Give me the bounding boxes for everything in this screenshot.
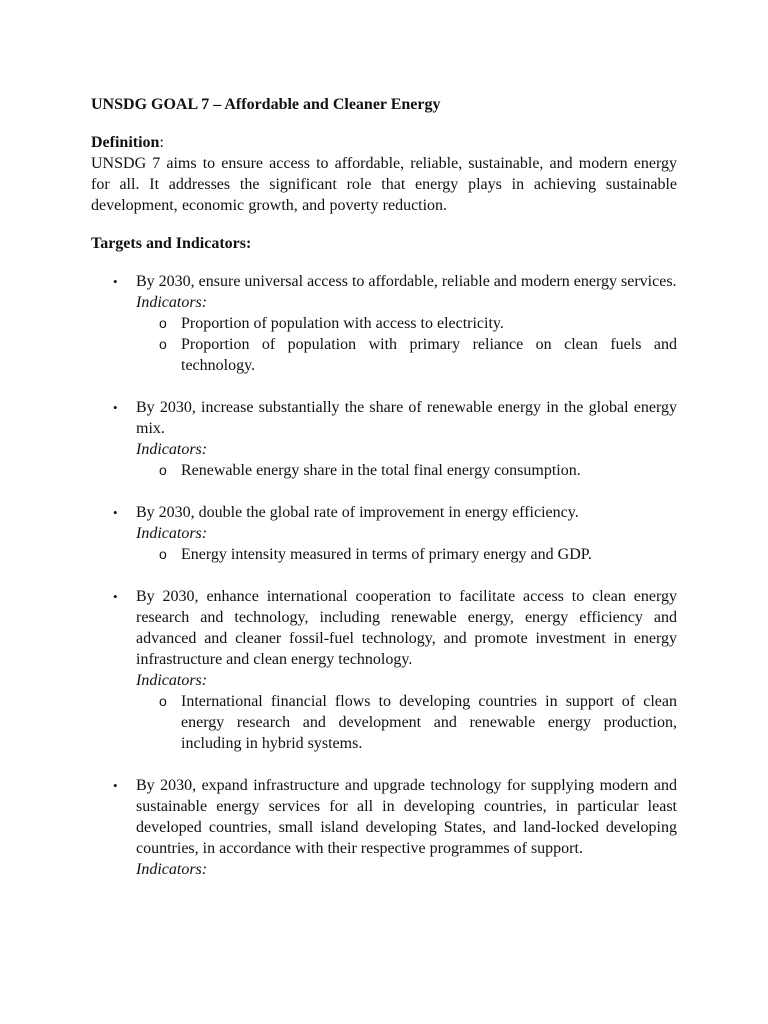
definition-heading-line: [91, 132, 677, 153]
targets-heading: Targets and Indicators:: [91, 235, 252, 252]
indicator-item: [136, 460, 677, 481]
bullet-icon: •: [113, 505, 118, 520]
indicators-label: Indicators:: [136, 294, 208, 311]
indicator-item: [136, 313, 677, 334]
definition-colon: :: [159, 134, 164, 151]
target-text: By 2030, enhance international cooperation to facilitate access to clean energy research and technology, including renewable energy, energy efficiency and advanced and cleaner fossil-fuel technology, and promote investment in energy infrastructure and clean energy technology.: [136, 588, 677, 668]
bullet-icon: •: [113, 400, 118, 415]
target-text: By 2030, double the global rate of improvement in energy efficiency.: [136, 504, 579, 521]
sub-bullet-icon: o: [159, 462, 167, 478]
bullet-icon: •: [113, 778, 118, 793]
indicator-text: International financial flows to developing countries in support of clean energy research and development and renewable energy production, including in hybrid systems.: [181, 693, 677, 752]
indicator-item: [136, 334, 677, 376]
indicators-label: Indicators:: [136, 525, 208, 542]
bullet-icon: •: [113, 274, 118, 289]
indicator-text: Proportion of population with access to electricity.: [181, 315, 504, 332]
target-item: [91, 502, 677, 565]
indicators-label: Indicators:: [136, 861, 208, 878]
indicators-label: Indicators:: [136, 672, 208, 689]
indicator-text: Proportion of population with primary reliance on clean fuels and technology.: [181, 336, 677, 374]
sub-bullet-icon: o: [159, 546, 167, 562]
definition-body: UNSDG 7 aims to ensure access to affordable, reliable, sustainable, and modern energy for all. It addresses the significant role that energy plays in achieving sustainable development, economic growth, and poverty reduction.: [91, 155, 677, 214]
sub-bullet-icon: o: [159, 693, 167, 709]
indicator-item: [136, 691, 677, 754]
indicator-text: Renewable energy share in the total final energy consumption.: [181, 462, 581, 479]
bullet-icon: •: [113, 589, 118, 604]
target-item: [91, 397, 677, 481]
target-text: By 2030, increase substantially the share of renewable energy in the global energy mix.: [136, 399, 677, 437]
document-title: UNSDG GOAL 7 – Affordable and Cleaner Energy: [91, 96, 441, 113]
target-item: [91, 775, 677, 880]
indicator-item: [136, 544, 677, 565]
target-text: By 2030, ensure universal access to affordable, reliable and modern energy services.: [136, 273, 677, 290]
target-item: [91, 271, 677, 376]
sub-bullet-icon: o: [159, 315, 167, 331]
indicators-label: Indicators:: [136, 441, 208, 458]
targets-list: [91, 271, 677, 880]
target-item: [91, 586, 677, 754]
document-page: [91, 94, 677, 901]
target-text: By 2030, expand infrastructure and upgrade technology for supplying modern and sustainable energy services for all in developing countries, in particular least developed countries, small island developing States, and land-locked developing countries, in accordance with their respective programmes of support.: [136, 777, 677, 857]
indicator-text: Energy intensity measured in terms of primary energy and GDP.: [181, 546, 592, 563]
sub-bullet-icon: o: [159, 336, 167, 352]
definition-heading: Definition: [91, 134, 160, 151]
